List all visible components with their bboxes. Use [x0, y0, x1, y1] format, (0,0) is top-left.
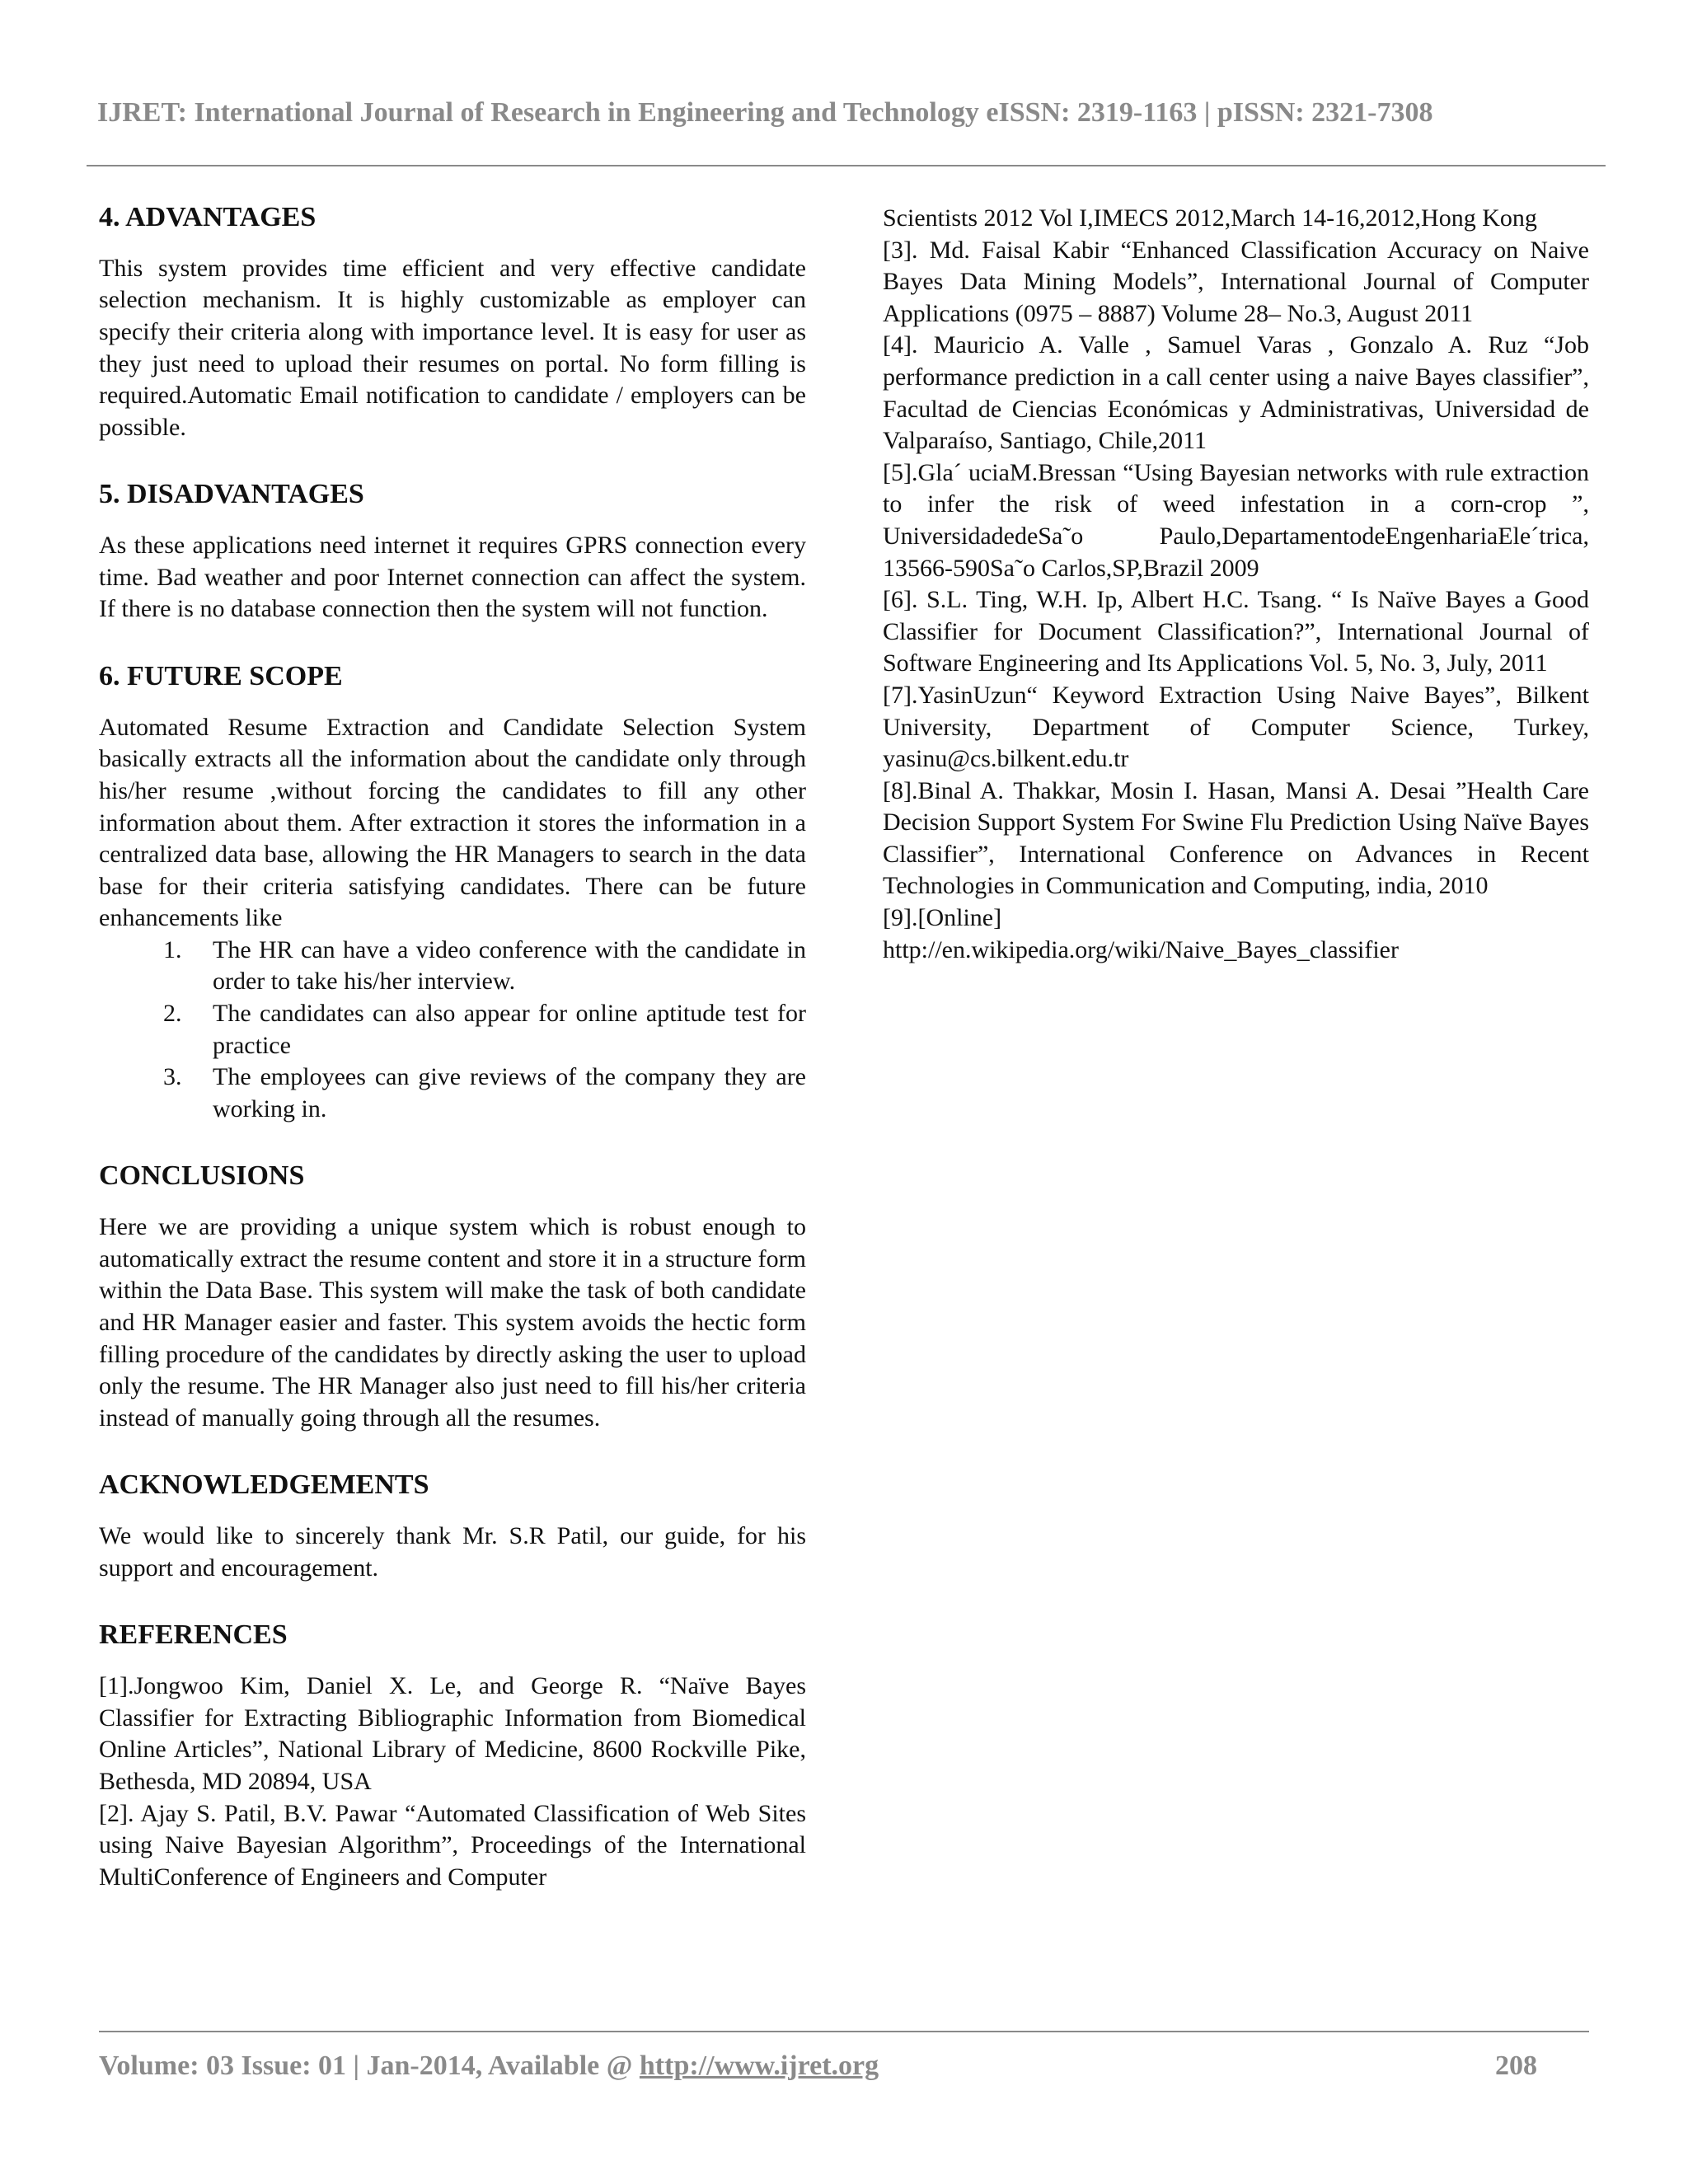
right-column [883, 203, 1589, 966]
section-title: 4. ADVANTAGES [99, 202, 316, 232]
header-divider [87, 165, 1606, 166]
reference-entry: [8].Binal A. Thakkar, Mosin I. Hasan, Mansi A. Desai ”Health Care Decision Support System For Swine Flu Prediction Using Naïve Bayes Classifier”, International Conference on Advances in Recent Technologies in Communication and Computing, india, 2010 [883, 776, 1589, 900]
journal-footer [99, 2050, 1537, 2082]
list-number: 3. [163, 1063, 182, 1091]
section-disadvantages [99, 478, 806, 626]
reference-entry: [3]. Md. Faisal Kabir “Enhanced Classification Accuracy on Naive Bayes Data Mining Models”, International Journal of Computer Applications (0975 – 8887) Volume 28– No.3, August 2011 [883, 236, 1589, 327]
reference-entry: Scientists 2012 Vol I,IMECS 2012,March 14-16,2012,Hong Kong [883, 204, 1537, 232]
footer-divider [99, 2031, 1589, 2032]
section-references [99, 1619, 806, 1893]
section-title: ACKNOWLEDGEMENTS [99, 1469, 429, 1501]
section-acknowledgements [99, 1469, 806, 1584]
section-title: 5. DISADVANTAGES [99, 479, 364, 510]
list-text: The employees can give reviews of the company they are working in. [213, 1063, 806, 1122]
reference-entry: [6]. S.L. Ting, W.H. Ip, Albert H.C. Tsang. “ Is Naïve Bayes a Good Classifier for Document Classification?”, International Journal of Software Engineering and Its Applications Vol. 5, No. 3, July, 2011 [883, 586, 1589, 677]
page-number: 208 [1495, 2050, 1537, 2081]
reference-url: http://en.wikipedia.org/wiki/Naive_Bayes_classifier [883, 935, 1399, 963]
section-body: This system provides time efficient and very effective candidate selection mechanism. It is highly customizable as employer can specify their criteria along with importance level. It is easy for user as they just need to upload their resumes on portal. No form filling is required.Automatic Email notification to candidate / employers can be possible. [99, 254, 806, 441]
list-text: The HR can have a video conference with the candidate in order to take his/her interview. [213, 935, 806, 996]
section-advantages [99, 201, 806, 443]
section-title: REFERENCES [99, 1619, 288, 1651]
reference-entry: [1].Jongwoo Kim, Daniel X. Le, and George R. “Naïve Bayes Classifier for Extracting Bibliographic Information from Biomedical Online Articles”, National Library of Medicine, 8600 Rockville Pike, Bethesda, MD 20894, USA [99, 1672, 806, 1795]
left-column [99, 201, 806, 1928]
footer-link[interactable]: http://www.ijret.org [639, 2050, 879, 2081]
section-body: We would like to sincerely thank Mr. S.R Patil, our guide, for his support and encouragement. [99, 1522, 806, 1582]
list-number: 2. [163, 1000, 182, 1028]
reference-entry: [2]. Ajay S. Patil, B.V. Pawar “Automated Classification of Web Sites using Naive Bayesian Algorithm”, Proceedings of the International MultiConference of Engineers and Computer [99, 1799, 806, 1891]
section-title: CONCLUSIONS [99, 1160, 305, 1192]
reference-entry: [5].Gla´ uciaM.Bressan “Using Bayesian networks with rule extraction to infer the risk of weed infestation in a corn-crop ”, UniversidadedeSa˜o Paulo,DepartamentodeEngenhariaEle´trica, 13566-590Sa˜o Carlos,SP,Brazil 2009 [883, 458, 1589, 582]
section-body: As these applications need internet it requires GPRS connection every time. Bad weather and poor Internet connection can affect the system. If there is no database connection then the system will not function. [99, 532, 806, 623]
journal-header: IJRET: International Journal of Research in Engineering and Technology eISSN: 2319-1163 | pISSN: 2321-7308 [97, 97, 1433, 128]
reference-entry: [9].[Online] [883, 904, 1002, 932]
reference-entry: [4]. Mauricio A. Valle , Samuel Varas , Gonzalo A. Ruz “Job performance prediction in a call center using a naive Bayes classifier”, Facultad de Ciencias Económicas y Administrativas, Universidad de Valparaíso, Santiago, Chile,2011 [883, 331, 1589, 455]
footer-text: Volume: 03 Issue: 01 | Jan-2014, Available @ [99, 2050, 640, 2081]
list-item [99, 935, 806, 998]
section-body: Here we are providing a unique system which is robust enough to automatically extract the resume content and store it in a structure form within the Data Base. This system will make the task of both candidate and HR Manager easier and faster. This system avoids the hectic form filling procedure of the candidates by directly asking the user to upload only the resume. The HR Manager also just need to fill his/her criteria instead of manually going through all the resumes. [99, 1213, 806, 1432]
reference-entry: [7].YasinUzun“ Keyword Extraction Using Naive Bayes”, Bilkent University, Department of Computer Science, Turkey, yasinu@cs.bilkent.edu.tr [883, 681, 1589, 773]
section-conclusions [99, 1160, 806, 1434]
section-future-scope [99, 660, 806, 1126]
list-number: 1. [163, 935, 182, 963]
enhancements-list [99, 935, 806, 1126]
list-text: The candidates can also appear for online aptitude test for practice [213, 1000, 806, 1059]
section-title: 6. FUTURE SCOPE [99, 660, 343, 691]
list-item [99, 1062, 806, 1125]
list-item [99, 998, 806, 1062]
section-body: Automated Resume Extraction and Candidate Selection System basically extracts all the information about the candidate only through his/her resume ,without forcing the candidates to fill any other information about them. After extraction it stores the information in a centralized data base, allowing the HR Managers to search in the data base for their criteria satisfying candidates. There can be future enhancements like [99, 713, 806, 932]
